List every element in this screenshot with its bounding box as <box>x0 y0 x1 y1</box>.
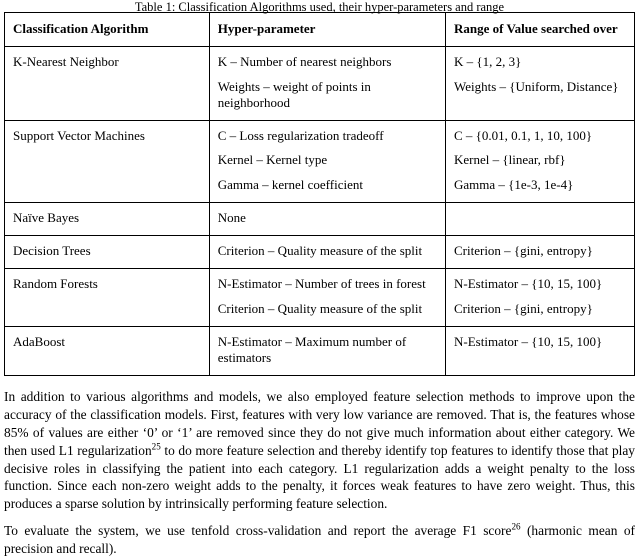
hyperparam-cell <box>209 47 445 121</box>
body-paragraph-2 <box>4 522 635 558</box>
column-header-hyperparameter: Hyper-parameter <box>209 13 445 47</box>
body-paragraph-1 <box>4 388 635 513</box>
range-line: Criterion – {gini, entropy} <box>454 243 593 258</box>
column-header-range: Range of Value searched over <box>446 13 635 47</box>
table-header-row <box>5 13 635 47</box>
range-cell <box>446 202 635 235</box>
range-line: K – {1, 2, 3} <box>454 54 522 70</box>
range-line: N-Estimator – {10, 15, 100} <box>454 333 603 349</box>
hyperparam-line: C – Loss regularization tradeoff <box>217 128 384 143</box>
algorithm-cell: Random Forests <box>5 269 210 327</box>
paragraph-1-text-cont: to do more feature selection and thereby identify top features to identify those that play decisive roles in classifying the patient into each category. L1 regularization adds a weight penalty to the loss function. Since each non-zero weight adds to the penalty, it forces weak features to have zero weight. Thus, this produces a sparse solution by intrinsically performing feature selection. <box>4 442 635 512</box>
hyperparam-line: Gamma – kernel coefficient <box>217 176 363 192</box>
hyperparam-cell <box>209 269 445 327</box>
hyperparam-line: Criterion – Quality measure of the split <box>217 243 423 258</box>
hyperparam-line: N-Estimator – Maximum number of estimators <box>217 333 407 365</box>
range-cell <box>446 121 635 203</box>
range-cell <box>446 236 635 269</box>
algorithm-cell: Naïve Bayes <box>5 202 210 235</box>
paragraph-1-text: In addition to various algorithms and models, we also employed feature selection methods to improve upon the accuracy of the classification models. First, features with very low variance are removed. That is, the features whose 85% of values are either ‘0’ or ‘1’ are removed since they do not give much information about either category. We then used L1 regularization <box>4 389 635 458</box>
range-line: N-Estimator – {10, 15, 100} <box>454 276 603 292</box>
range-line: Gamma – {1e-3, 1e-4} <box>454 176 574 192</box>
range-line: Criterion – {gini, entropy} <box>454 300 593 316</box>
hyperparam-cell <box>209 121 445 203</box>
table-row <box>5 236 635 269</box>
hyperparam-line: Criterion – Quality measure of the split <box>217 300 423 316</box>
table-row <box>5 47 635 121</box>
citation-ref-25: 25 <box>151 441 161 452</box>
hyperparam-line: N-Estimator – Number of trees in forest <box>217 276 426 292</box>
range-line: Weights – {Uniform, Distance} <box>454 78 619 94</box>
table-row <box>5 326 635 376</box>
paragraph-2-text-cont: (harmonic mean of precision and recall). <box>4 523 635 556</box>
range-cell <box>446 269 635 327</box>
hyperparam-cell <box>209 236 445 269</box>
paragraph-2-text: To evaluate the system, we use tenfold cross-validation and report the average F1 score <box>4 523 512 539</box>
algorithm-cell: AdaBoost <box>5 326 210 376</box>
range-cell <box>446 326 635 376</box>
range-cell <box>446 47 635 121</box>
table-row <box>5 121 635 203</box>
citation-ref-26: 26 <box>511 521 521 532</box>
range-line: C – {0.01, 0.1, 1, 10, 100} <box>454 128 593 143</box>
table-caption <box>4 0 635 14</box>
column-header-algorithm: Classification Algorithm <box>5 13 210 47</box>
table-row <box>5 202 635 235</box>
hyperparam-cell <box>209 202 445 235</box>
hyperparam-line: None <box>217 209 246 225</box>
table-caption-text: Table 1: Classification Algorithms used, their hyper-parameters and range <box>134 0 505 14</box>
hyperparam-line: Weights – weight of points in neighborhood <box>217 78 371 110</box>
table-row <box>5 269 635 327</box>
algorithm-cell: Support Vector Machines <box>5 121 210 203</box>
hyperparam-cell <box>209 326 445 376</box>
body-text <box>4 388 635 557</box>
algorithm-cell: Decision Trees <box>5 236 210 269</box>
algorithm-cell: K-Nearest Neighbor <box>5 47 210 121</box>
hyperparam-line: Kernel – Kernel type <box>217 152 328 168</box>
range-line: Kernel – {linear, rbf} <box>454 152 566 168</box>
hyperparam-line: K – Number of nearest neighbors <box>217 54 392 70</box>
hyperparameter-table <box>4 12 635 376</box>
